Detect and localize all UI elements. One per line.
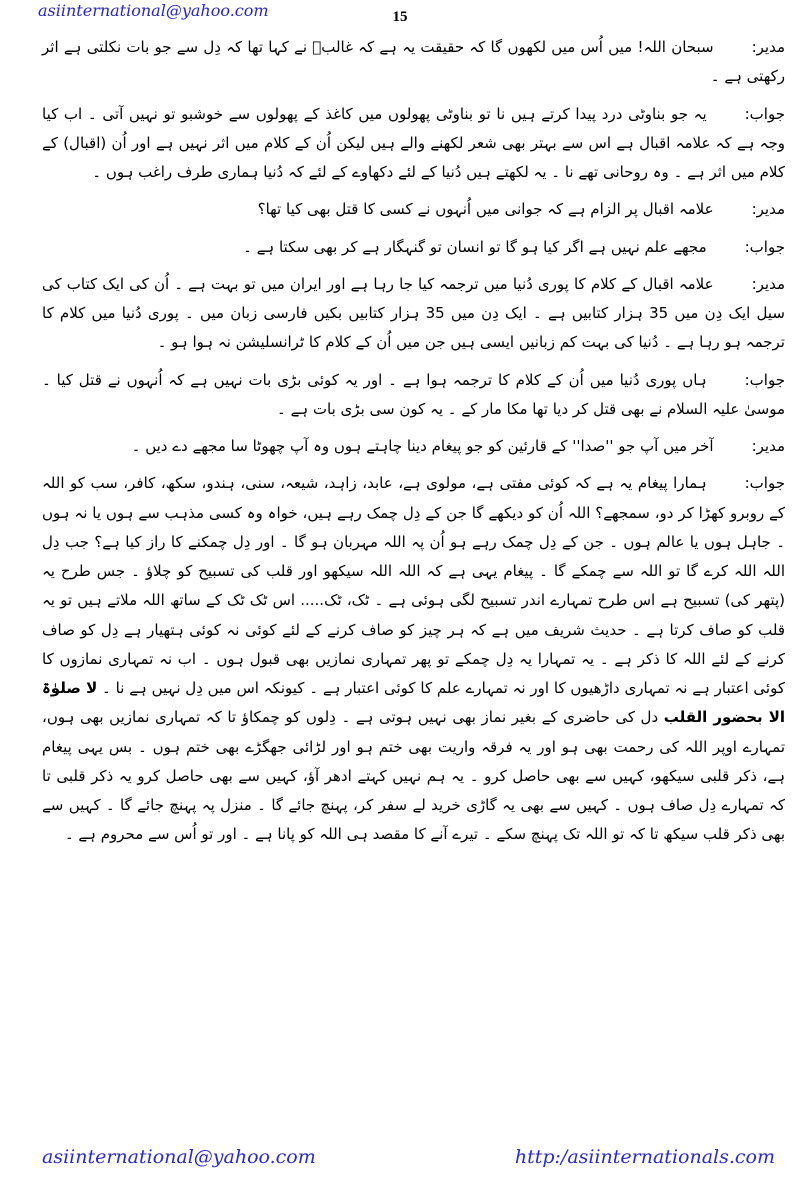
dialogue-block (42, 432, 785, 461)
document-body (42, 33, 785, 1130)
speaker-label: جواب: (744, 474, 785, 493)
dialogue-block (42, 270, 785, 358)
header-email: asiinternational@yahoo.com (38, 1, 269, 20)
hadith-bold-phrase: لا صلوٰۃ الا بحضور القلب (42, 679, 786, 727)
speaker-label: جواب: (744, 237, 785, 256)
dialogue-text: مجھے علم نہیں ہے اگر کیا ہو گا تو انسان تو گنہگار ہے کر بھی سکتا ہے ۔ (243, 237, 707, 256)
dialogue-block (42, 233, 785, 262)
dialogue-text: علامہ اقبال کے کلام کا پوری دُنیا میں ترجمہ کیا جا رہا ہے اور ایران میں تو بہت ہے ۔ اُن کی ایک کتاب کی سیل ایک دِن میں 35 ہزار کتابیں ہے ۔ ایک دِن میں 35 ہزار کتابیں بکیں فارسی زبان میں ۔ پوری دُنیا میں کلام کا ترجمہ ہو رہا ہے ۔ دُنیا کی بہت کم زبانیں ایسی ہیں جن میں اُن کے کلام کا ٹرانسلیشن نہ ہوا ہو ۔ (42, 274, 785, 352)
footer-url: http:/asiinternationals.com (514, 1146, 775, 1168)
dialogue-block (42, 33, 785, 92)
dialogue-block (42, 100, 785, 188)
dialogue-text: ہمارا پیغام یہ ہے کہ کوئی مفتی ہے، مولوی ہے، عابد، زاہد، شیعہ، سنی، ہندو، سکھ، کافر، سب کو اللہ کے روبرو کھڑا کر دو، سمجھے؟ اللہ اُن کو دیکھے گا جن کے دِل چمک رہے ہیں، خواہ وہ کسی مذہب سے ہوں یا نہ ہوں ۔ جاہل ہوں یا عالم ہوں ۔ جن کے دِل چمک رہے ہو اُن پہ اللہ مہربان ہو گا ۔ اور دِل چمکنے کا راز کیا ہے؟ جب دِل اللہ اللہ کرے گا تو اللہ سے چمکے گا ۔ پیغام یہی ہے کہ اللہ اللہ سیکھو اور قلب کی تسبیح کو چلاؤ ۔ جس طرح یہ (پتھر کی) تسبیح ہے اس طرح تمہارے اندر تسبیح لگی ہوئی ہے ۔ ٹک، ٹک..... اس ٹک ٹک کے ساتھ اللہ ملاتے ہیں تو یہ قلب کو صاف کرتا ہے ۔ حدیث شریف میں ہے کہ ہر چیز کو صاف کرنے کے لئے کوئی نہ کوئی ہتھیار ہے دِل کو صاف کرنے کے لئے اللہ کا ذکر ہے ۔ یہ تمہارا یہ دِل چمکے تو پھر تمہاری نمازیں بھی قبول ہوں ۔ اب نہ تمہاری نمازوں کا کوئی اعتبار ہے نہ تمہاری داڑھیوں کا اور نہ تمہارے علم کا کوئی اعتبار ہے ۔ کیونکہ اس میں دِل نہیں ہے نا ۔ (42, 474, 785, 697)
speaker-label: مدیر: (751, 437, 785, 455)
speaker-label: مدیر: (751, 274, 785, 293)
dialogue-text: سبحان اللہ! میں اُس میں لکھوں گا کہ حقیقت یہ ہے کہ غالبؔ نے کہا تھا کہ دِل سے جو بات نکلتی ہے اثر رکھتی ہے ۔ (42, 38, 785, 86)
speaker-label: مدیر: (751, 200, 785, 219)
speaker-label: جواب: (744, 370, 785, 389)
speaker-label: جواب: (744, 104, 785, 123)
speaker-label: مدیر: (751, 38, 785, 56)
dialogue-text: علامہ اقبال پر الزام ہے کہ جوانی میں اُنہوں نے کسی کا قتل بھی کیا تھا؟ (257, 200, 714, 219)
dialogue-text: دل کی حاضری کے بغیر نماز بھی نہیں ہوتی ہے ۔ دِلوں کو چمکاؤ تا کہ تمہاری نمازیں بھی ہوں، تمہارے اوپر اللہ کی رحمت بھی ہو اور یہ فرقہ واریت بھی ختم ہو اور لڑائی جھگڑے بھی ختم ہوں ۔ بس یہی پیغام ہے، ذکر قلبی سیکھو، کہیں سے بھی حاصل کرو ۔ یہ ہم نہیں کہتے ادھر آؤ، کہیں سے بھی حاصل کرو یہ ذکر قلبی تا کہ تمہارے دِل صاف ہوں ۔ کہیں سے بھی یہ گاڑی خرید لے سفر کر، پہنچ جائے گا ۔ منزل پہ پہنچ جائے گا ۔ کہیں سے بھی ذکر قلب سیکھ تا کہ تو اللہ تک پہنچ سکے ۔ تیرے آنے کا مقصد ہی اللہ کو پانا ہے ۔ اور تو اُس سے محروم ہے ۔ (42, 708, 785, 844)
dialogue-block (42, 469, 785, 849)
page-number: 15 (392, 9, 408, 25)
page-footer (42, 1146, 775, 1168)
dialogue-text: آخر میں آپ جو ''صدا'' کے قارئین کو جو پیغام دینا چاہتے ہوں وہ آپ چھوٹا سا مجھے دے دیں ۔ (131, 437, 714, 455)
dialogue-text: ہاں پوری دُنیا میں اُن کے کلام کا ترجمہ ہوا ہے ۔ اور یہ کوئی بڑی بات نہیں ہے کہ اُنہوں نے قتل کیا ۔ موسیٰ علیہ السلام نے بھی قتل کر دیا تھا مکا مار کے ۔ یہ کون سی بڑی بات ہے ۔ (42, 370, 785, 418)
dialogue-block (42, 195, 785, 224)
dialogue-text: یہ جو بناوٹی درد پیدا کرتے ہیں نا تو بناوٹی پھولوں میں کاغذ کے پھولوں سے خوشبو تو نہیں آتی ۔ اب کیا وجہ ہے کہ علامہ اقبال ہے اس سے بہتر بھی شعر لکھنے والے ہیں لیکن اُن کے کلام میں اثر نہیں ہے اور اُن (اقبال) کے کلام میں اثر ہے ۔ وہ روحانی تھے نا ۔ یہ لکھتے ہیں دُنیا کے لئے دکھاوے کے لئے کہ دُنیا ہماری طرف راغب ہوں ۔ (42, 104, 785, 181)
footer-email: asiinternational@yahoo.com (42, 1146, 316, 1168)
dialogue-block (42, 366, 785, 425)
